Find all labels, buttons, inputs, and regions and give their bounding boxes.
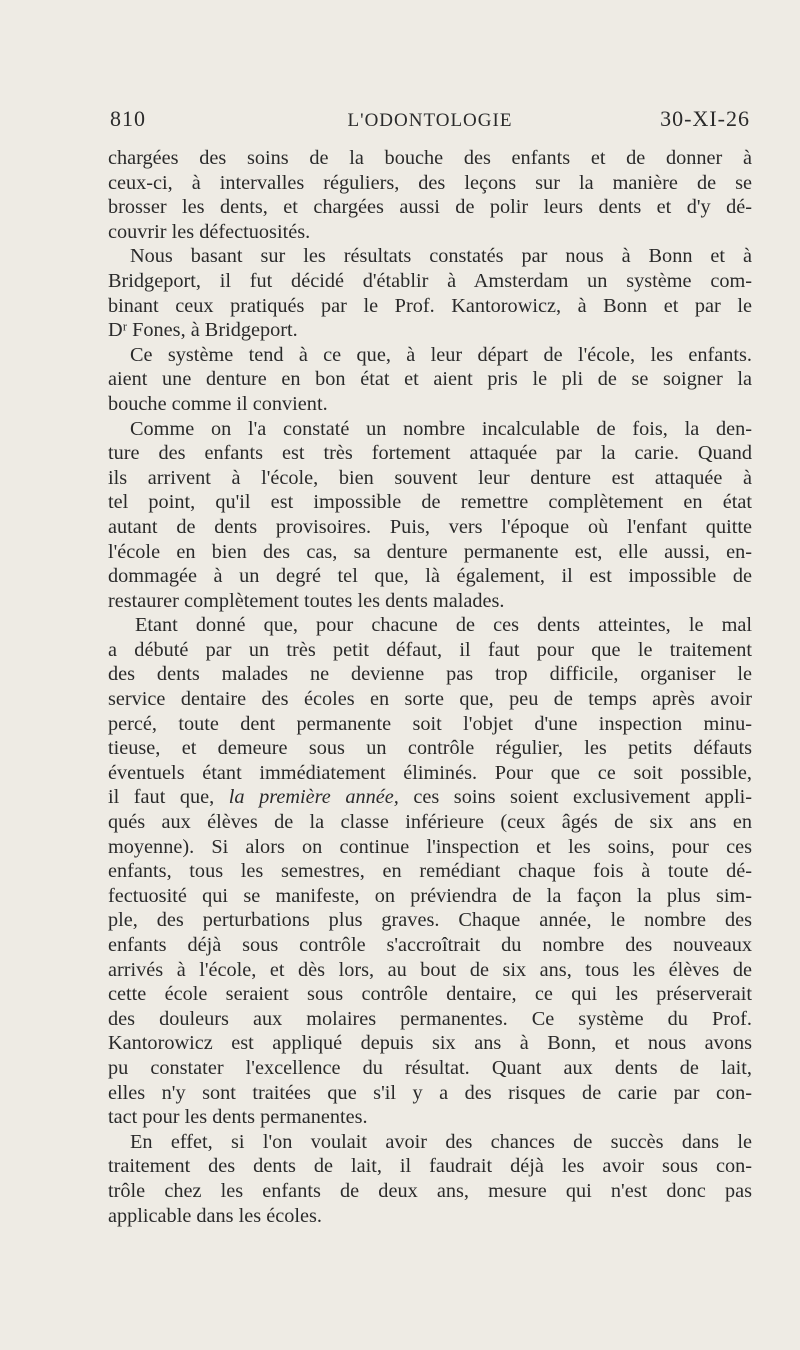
text-line: l'école en bien des cas, sa denture permanente est, elle aussi, en-: [108, 540, 752, 563]
text-line: restaurer complètement toutes les dents malades.: [108, 589, 505, 612]
text-line: Kantorowicz est appliqué depuis six ans à Bonn, et nous avons: [108, 1032, 752, 1055]
text-line: ture des enfants est très fortement attaquée par la carie. Quand: [108, 442, 752, 465]
text-line: percé, toute dent permanente soit l'objet d'une inspection minu-: [108, 712, 752, 735]
text-line: ils arrivent à l'école, bien souvent leur denture est attaquée à: [108, 466, 752, 489]
text-line: qués aux élèves de la classe inférieure (ceux âgés de six ans en: [108, 811, 752, 834]
text-line: applicable dans les écoles.: [108, 1204, 322, 1227]
text-line: En effet, si l'on voulait avoir des chances de succès dans le: [130, 1130, 752, 1153]
text-line: Bridgeport, il fut décidé d'établir à Amsterdam un système com-: [108, 269, 752, 292]
issue-date: 30-XI-26: [660, 106, 750, 131]
text-line: brosser les dents, et chargées aussi de polir leurs dents et d'y dé-: [108, 196, 752, 219]
body-text: [108, 146, 752, 1228]
text-line: enfants, tous les semestres, en remédiant chaque fois à toute dé-: [108, 860, 752, 883]
text-line: aient une denture en bon état et aient pris le pli de se soigner la: [108, 368, 752, 391]
text-line: enfants déjà sous contrôle s'accroîtrait du nombre des nouveaux: [108, 934, 752, 956]
text-line: Ce système tend à ce que, à leur départ de l'école, les enfants.: [130, 343, 752, 366]
text-line: tact pour les dents permanentes.: [108, 1106, 368, 1129]
text-line: tieuse, et demeure sous un contrôle régulier, les petits défauts: [108, 737, 752, 760]
text-line: bouche comme il convient.: [108, 392, 328, 415]
journal-title: L'ODONTOLOGIE: [347, 110, 513, 131]
text-line: ceux-ci, à intervalles réguliers, des leçons sur la manière de se: [108, 171, 752, 194]
text-line: cette école seraient sous contrôle dentaire, ce qui les préserverait: [108, 983, 752, 1006]
text-line: des douleurs aux molaires permanentes. Ce système du Prof.: [108, 1007, 752, 1030]
text-line: tel point, qu'il est impossible de remettre complètement en état: [108, 491, 752, 514]
text-line: autant de dents provisoires. Puis, vers l'époque où l'enfant quitte: [108, 515, 752, 538]
text-line: binant ceux pratiqués par le Prof. Kantorowicz, à Bonn et par le: [108, 294, 752, 317]
text-line: ple, des perturbations plus graves. Chaque année, le nombre des: [108, 909, 752, 932]
text-line: Dʳ Fones, à Bridgeport.: [108, 319, 298, 342]
text-line: dommagée à un degré tel que, là également, il est impossible de: [108, 565, 752, 588]
text-line: chargées des soins de la bouche des enfants et de donner à: [108, 147, 752, 169]
text-line: fectuosité qui se manifeste, on préviendra de la façon la plus sim-: [108, 884, 752, 907]
text-line: a débuté par un très petit défaut, il faut pour que le traitement: [108, 638, 752, 661]
running-header: [110, 106, 750, 140]
page-number: 810: [110, 106, 146, 131]
text-line: éventuels étant immédiatement éliminés. Pour que ce soit possible,: [108, 761, 752, 784]
text-line: il faut que, la première année, ces soins soient exclusivement appli-: [108, 786, 752, 809]
text-line: moyenne). Si alors on continue l'inspection et les soins, pour ces: [108, 835, 752, 858]
text-line: trôle chez les enfants de deux ans, mesure qui n'est donc pas: [108, 1179, 752, 1202]
text-line: service dentaire des écoles en sorte que, peu de temps après avoir: [108, 688, 752, 711]
text-line: elles n'y sont traitées que s'il y a des risques de carie par con-: [108, 1081, 752, 1104]
text-line: arrivés à l'école, et dès lors, au bout de six ans, tous les élèves de: [108, 958, 752, 981]
text-line: Nous basant sur les résultats constatés par nous à Bonn et à: [130, 245, 752, 268]
text-line: Etant donné que, pour chacune de ces dents atteintes, le mal: [135, 614, 752, 637]
text-line: traitement des dents de lait, il faudrait déjà les avoir sous con-: [108, 1155, 752, 1178]
text-line: couvrir les défectuosités.: [108, 220, 311, 243]
text-line: des dents malades ne devienne pas trop difficile, organiser le: [108, 663, 752, 686]
text-line: pu constater l'excellence du résultat. Quant aux dents de lait,: [108, 1056, 752, 1079]
text-line: Comme on l'a constaté un nombre incalculable de fois, la den-: [130, 417, 752, 440]
italic-phrase: la première année,: [228, 786, 399, 809]
